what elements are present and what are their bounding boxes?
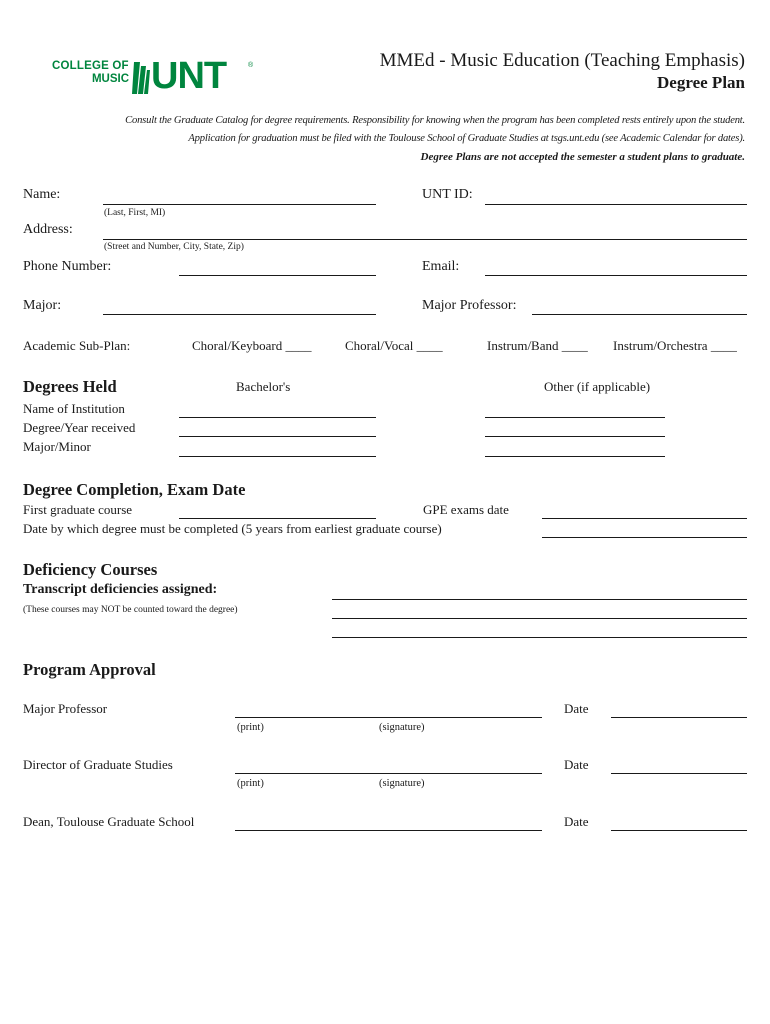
major-professor-signature-field[interactable] bbox=[235, 717, 542, 718]
signer-major-professor-label: Major Professor bbox=[23, 701, 108, 716]
email-label: Email: bbox=[422, 259, 460, 274]
unt-id-field[interactable] bbox=[485, 204, 747, 205]
other-column-label: Other (if applicable) bbox=[544, 379, 651, 394]
bachelor-major-minor-field[interactable] bbox=[179, 456, 376, 457]
notice-line-2: Application for graduation must be filed with the Toulouse School of Graduate Studies at tsgs.unt.edu (see Academic Calendar for dates). bbox=[188, 133, 745, 144]
subplan-option-instrum-band[interactable]: Instrum/Band ____ bbox=[487, 338, 588, 353]
other-degree-year-field[interactable] bbox=[485, 436, 665, 437]
deficiency-field-2[interactable] bbox=[332, 618, 747, 619]
email-field[interactable] bbox=[485, 275, 747, 276]
institution-row-label: Name of Institution bbox=[23, 401, 125, 416]
major-professor-label: Major Professor: bbox=[422, 298, 517, 313]
gpe-exams-label: GPE exams date bbox=[423, 502, 509, 517]
subplan-option-choral-vocal[interactable]: Choral/Vocal ____ bbox=[345, 338, 443, 353]
bachelor-institution-field[interactable] bbox=[179, 417, 376, 418]
unt-id-label: UNT ID: bbox=[422, 187, 473, 202]
phone-field[interactable] bbox=[179, 275, 376, 276]
degree-year-row-label: Degree/Year received bbox=[23, 420, 136, 435]
name-hint: (Last, First, MI) bbox=[104, 208, 166, 218]
first-course-label: First graduate course bbox=[23, 502, 133, 517]
subplan-option-instrum-orchestra[interactable]: Instrum/Orchestra ____ bbox=[613, 338, 737, 353]
major-professor-signature-hint: (signature) bbox=[379, 722, 425, 733]
page-subtitle: Degree Plan bbox=[657, 73, 745, 92]
director-signature-hint: (signature) bbox=[379, 778, 425, 789]
other-institution-field[interactable] bbox=[485, 417, 665, 418]
deficiency-heading: Deficiency Courses bbox=[23, 560, 158, 579]
subplan-option-choral-keyboard[interactable]: Choral/Keyboard ____ bbox=[192, 338, 312, 353]
name-field[interactable] bbox=[103, 204, 376, 205]
deficiency-subheading: Transcript deficiencies assigned: bbox=[23, 582, 218, 597]
college-label-line1: COLLEGE OF bbox=[52, 60, 129, 72]
program-approval-heading: Program Approval bbox=[23, 660, 156, 679]
director-date-field[interactable] bbox=[611, 773, 747, 774]
address-hint: (Street and Number, City, State, Zip) bbox=[104, 242, 244, 252]
college-of-music-logo bbox=[52, 55, 257, 97]
dean-date-field[interactable] bbox=[611, 830, 747, 831]
other-major-minor-field[interactable] bbox=[485, 456, 665, 457]
bachelor-column-label: Bachelor's bbox=[236, 379, 291, 394]
notice-line-1: Consult the Graduate Catalog for degree requirements. Responsibility for knowing when the program has been completed rests entirely upon the student. bbox=[125, 115, 745, 126]
subplan-label: Academic Sub-Plan: bbox=[23, 338, 131, 353]
major-professor-field[interactable] bbox=[532, 314, 747, 315]
completion-deadline-field[interactable] bbox=[542, 537, 747, 538]
major-professor-date-field[interactable] bbox=[611, 717, 747, 718]
bachelor-degree-year-field[interactable] bbox=[179, 436, 376, 437]
page-title: MMEd - Music Education (Teaching Emphasis) bbox=[379, 50, 745, 71]
phone-label: Phone Number: bbox=[23, 259, 112, 274]
director-signature-field[interactable] bbox=[235, 773, 542, 774]
director-date-label: Date bbox=[564, 757, 589, 772]
degree-completion-heading: Degree Completion, Exam Date bbox=[23, 480, 246, 499]
degrees-held-heading: Degrees Held bbox=[23, 377, 117, 396]
unt-eagle-mark-icon bbox=[132, 62, 150, 94]
first-course-field[interactable] bbox=[179, 518, 376, 519]
signer-dean-label: Dean, Toulouse Graduate School bbox=[23, 814, 195, 829]
college-label-line2: MUSIC bbox=[91, 73, 129, 85]
gpe-exams-field[interactable] bbox=[542, 518, 747, 519]
major-minor-row-label: Major/Minor bbox=[23, 439, 91, 454]
deficiency-field-3[interactable] bbox=[332, 637, 747, 638]
address-field[interactable] bbox=[103, 239, 747, 240]
name-label: Name: bbox=[23, 187, 61, 202]
completion-deadline-label: Date by which degree must be completed (5 years from earliest graduate course) bbox=[23, 521, 442, 536]
dean-signature-field[interactable] bbox=[235, 830, 542, 831]
major-professor-print-hint: (print) bbox=[237, 722, 264, 733]
notice-line-3: Degree Plans are not accepted the semester a student plans to graduate. bbox=[420, 151, 745, 163]
signer-director-label: Director of Graduate Studies bbox=[23, 757, 173, 772]
deficiency-field-1[interactable] bbox=[332, 599, 747, 600]
major-professor-date-label: Date bbox=[564, 701, 589, 716]
unt-wordmark: UNT bbox=[151, 55, 227, 97]
dean-date-label: Date bbox=[564, 814, 589, 829]
registered-mark: ® bbox=[248, 62, 254, 69]
director-print-hint: (print) bbox=[237, 778, 264, 789]
major-label: Major: bbox=[23, 298, 62, 313]
address-label: Address: bbox=[23, 222, 73, 237]
deficiency-note: (These courses may NOT be counted toward the degree) bbox=[23, 605, 238, 615]
major-field[interactable] bbox=[103, 314, 376, 315]
